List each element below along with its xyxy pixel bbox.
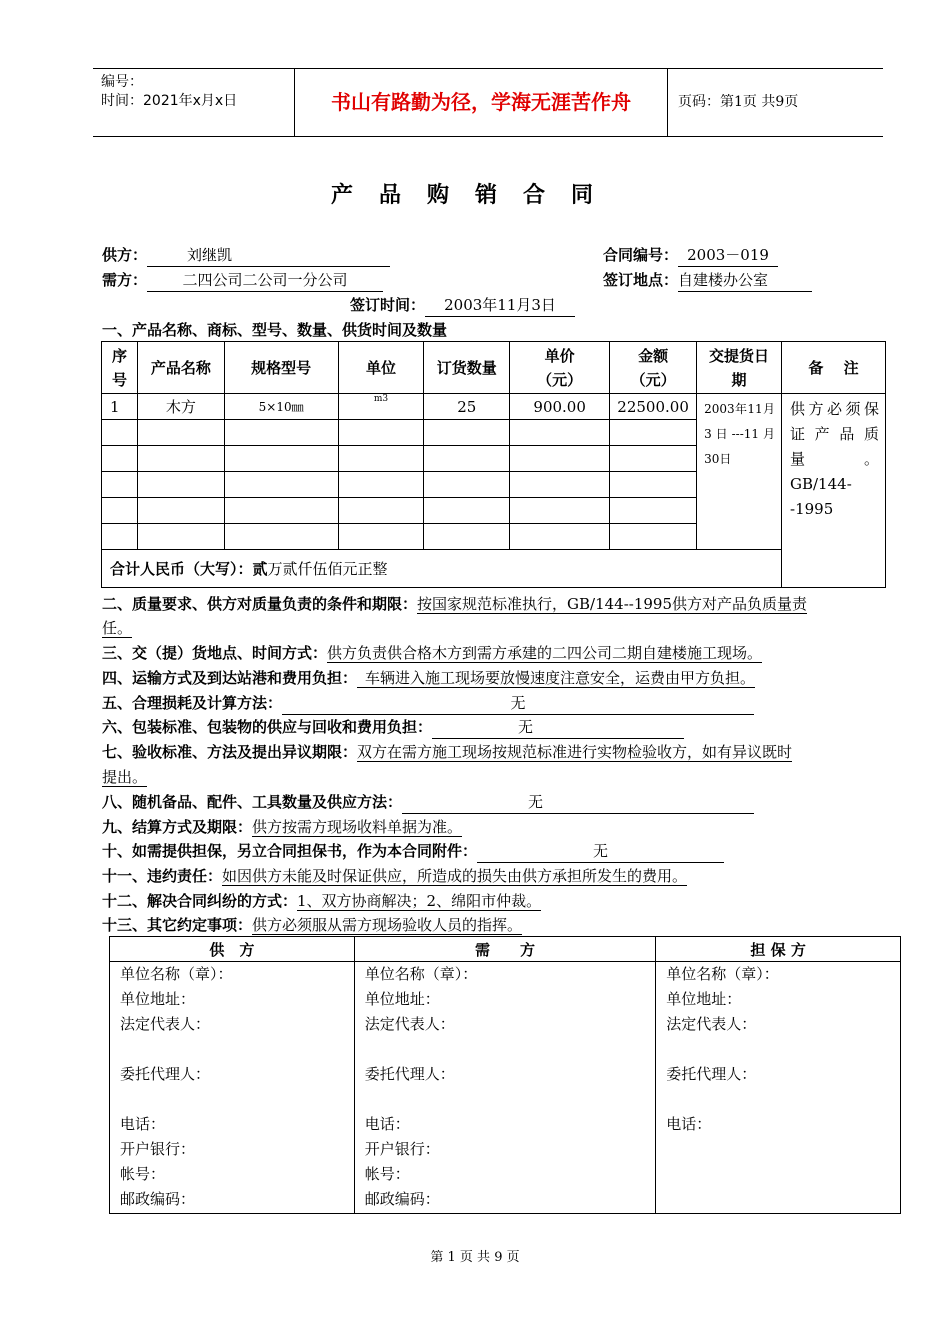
total-row [102,550,886,588]
buyer-value: 二四公司二公司一分公司 [147,269,383,292]
product-table-header [102,342,886,394]
col-header-unit: 单位 [338,342,424,394]
signature-table [109,936,901,1214]
sign-place-label: 签订地点： [603,271,679,289]
clause-7: 七、验收标准、方法及提出异议期限：双方在需方施工现场按规范标准进行实物检验收方，如有异议既时 [102,743,793,761]
total-value-bold: 贰 [252,560,268,578]
clause-12: 十二、解决合同纠纷的方式：1、双方协商解决；2、绵阳市仲裁。 [102,892,542,910]
cell-unit: m3 [338,394,424,420]
header-meta [93,69,295,136]
buyer-info: 单位名称（章）： 单位地址： 法定代表人： 委托代理人： 电话： 开户银行： 帐号： 邮政编码： [354,962,656,1214]
clause-11: 十一、违约责任：如因供方未能及时保证供应，所造成的损失由供方承担所发生的费用。 [102,867,688,885]
col-header-remark: 备 注 [782,342,886,394]
supplier-info: 单位名称（章）： 单位地址： 法定代表人： 委托代理人： 电话： 开户银行： 帐号： 邮政编码： [110,962,355,1214]
sign-time-row [350,294,575,317]
document-title: 产品购销合同 [330,183,619,208]
buyer-header: 需 方 [354,937,656,962]
supplier-value: 刘继凯 [187,246,233,264]
guarantor-header: 担 保 方 [656,937,901,962]
clause-13: 十三、其它约定事项：供方必须服从需方现场验收人员的指挥。 [102,916,523,934]
sign-time-label: 签订时间： [350,296,426,314]
clause-4: 四、运输方式及到达站港和费用负担： 车辆进入施工现场要放慢速度注意安全，运费由甲方负担。 [102,669,756,687]
buyer-label: 需方： [102,271,148,289]
col-header-delivery: 交提货日 期 [697,342,782,394]
page-header [93,68,883,137]
col-header-no: 序号 [102,342,138,394]
clause-5: 五、合理损耗及计算方法： 无 [102,692,754,715]
clause-3: 三、交（提）货地点、时间方式：供方负责供合格木方到需方承建的二四公司二期自建楼施工现场。 [102,644,763,662]
table-row [102,394,886,420]
cell-remark: 供方必须保证产品质量。GB/144--1995 [782,394,886,588]
total-cell [102,550,782,588]
col-header-qty: 订货数量 [424,342,510,394]
cell-price: 900.00 [510,394,610,420]
clause-9: 九、结算方式及期限：供方按需方现场收料单据为准。 [102,818,463,836]
cell-name: 木方 [137,394,224,420]
supplier-label: 供方： [102,246,148,264]
sign-time-value: 2003年11月3日 [425,294,575,317]
cell-no: 1 [102,394,138,420]
col-header-name: 产品名称 [137,342,224,394]
cell-qty: 25 [424,394,510,420]
clause-6: 六、包装标准、包装物的供应与回收和费用负担： 无 [102,716,684,739]
col-header-spec: 规格型号 [224,342,338,394]
total-value: 万贰仟伍佰元正整 [267,560,388,578]
buyer-row [102,269,383,292]
cell-delivery: 2003年11月3日---11月30日 [697,394,782,550]
col-header-amount: 金额（元） [610,342,697,394]
col-header-price: 单价（元） [510,342,610,394]
time-label: 时间：2021年x月x日 [101,93,238,109]
number-label: 编号： [101,74,143,90]
page-number-label: 页码：第1页 共9页 [678,94,799,110]
clause-2-cont: 任。 [102,619,133,637]
clause-8: 八、随机备品、配件、工具数量及供应方法： 无 [102,791,754,814]
section-1-heading: 一、产品名称、商标、型号、数量、供货时间及数量 [102,321,448,339]
page-footer: 第 1 页 共 9 页 [430,1250,520,1265]
product-table [101,341,886,588]
signature-table-header [110,937,901,962]
contract-no-row [603,244,778,267]
total-label: 合计人民币（大写）： [110,560,253,578]
cell-spec: 5×10㎜ [224,394,338,420]
guarantor-info: 单位名称（章）： 单位地址： 法定代表人： 委托代理人： 电话： [656,962,901,1214]
clause-2: 二、质量要求、供方对质量负责的条件和期限：按国家规范标准执行，GB/144--1995供方对产品负质量责 [102,595,808,613]
supplier-row [102,244,390,267]
contract-no-label: 合同编号： [603,246,679,264]
clause-10: 十、如需提供担保，另立合同担保书，作为本合同附件： 无 [102,840,724,863]
clause-7-cont: 提出。 [102,768,148,786]
sign-place-row [603,269,812,292]
contract-no-value: 2003－019 [678,244,778,267]
supplier-header: 供 方 [110,937,355,962]
cell-amount: 22500.00 [610,394,697,420]
sign-place-value: 自建楼办公室 [678,269,812,292]
motto: 书山有路勤为径，学海无涯苦作舟 [295,69,668,136]
